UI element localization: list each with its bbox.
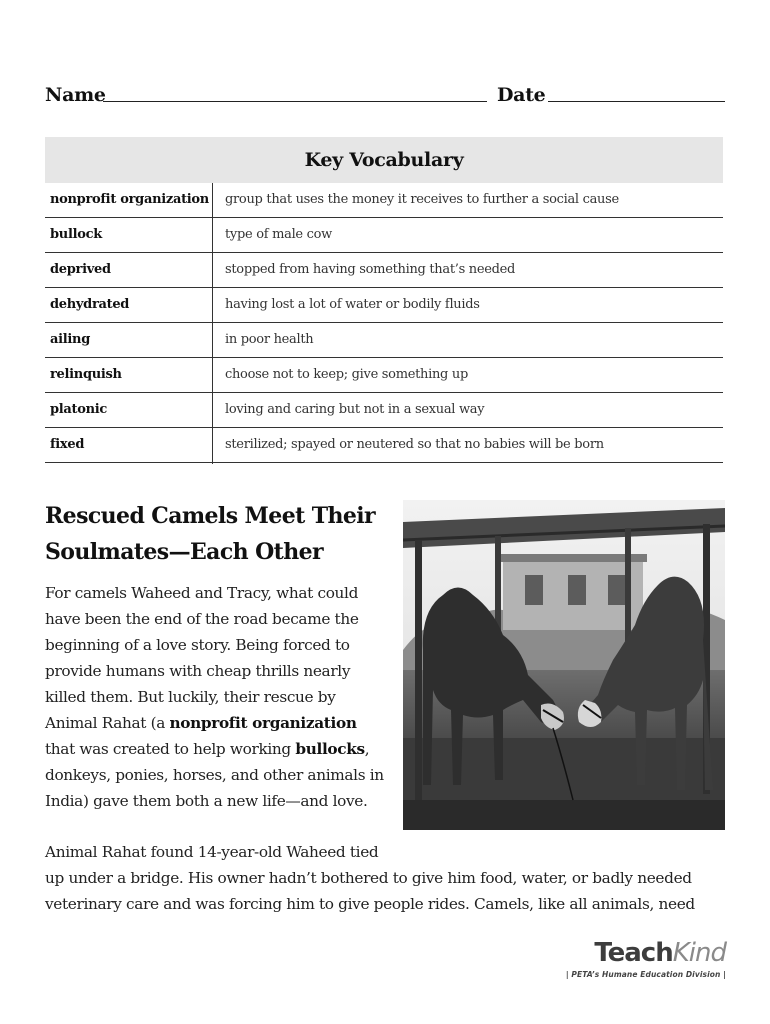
vocabulary-term: platonic bbox=[50, 402, 108, 417]
vocabulary-term: nonprofit organization bbox=[50, 192, 209, 207]
vocab-highlight: bullocks bbox=[295, 740, 365, 758]
paragraph-line: killed them. But luckily, their rescue by bbox=[45, 688, 336, 706]
column-divider bbox=[212, 393, 213, 429]
vocabulary-table bbox=[45, 137, 723, 463]
paragraph-line bbox=[45, 736, 395, 762]
logo-teach: Teach bbox=[594, 938, 673, 968]
paragraph-line: veterinary care and was forcing him to give people rides. Camels, like all animals, need bbox=[45, 895, 695, 913]
vocabulary-term: relinquish bbox=[50, 367, 122, 382]
column-divider bbox=[212, 323, 213, 359]
vocabulary-row bbox=[45, 393, 723, 428]
vocabulary-row bbox=[45, 323, 723, 358]
vocabulary-row bbox=[45, 288, 723, 323]
column-divider bbox=[212, 218, 213, 254]
vocabulary-definition: type of male cow bbox=[225, 227, 332, 242]
article-title bbox=[45, 498, 395, 570]
column-divider bbox=[212, 253, 213, 289]
vocabulary-definition: in poor health bbox=[225, 332, 314, 347]
vocabulary-term: bullock bbox=[50, 227, 102, 242]
vocabulary-definition: loving and caring but not in a sexual way bbox=[225, 402, 485, 417]
paragraph-text: that was created to help working bbox=[45, 740, 296, 758]
name-field[interactable] bbox=[103, 101, 487, 102]
paragraph-line: beginning of a love story. Being forced to bbox=[45, 636, 350, 654]
teachkind-logo bbox=[565, 938, 726, 984]
paragraph-line: For camels Waheed and Tracy, what could bbox=[45, 584, 359, 602]
column-divider bbox=[212, 183, 213, 219]
vocabulary-title: Key Vocabulary bbox=[45, 137, 723, 183]
vocabulary-row bbox=[45, 253, 723, 288]
date-field[interactable] bbox=[548, 101, 725, 102]
vocabulary-definition: group that uses the money it receives to further a social cause bbox=[225, 192, 619, 207]
paragraph-text: Animal Rahat (a bbox=[45, 714, 170, 732]
paragraph-line: India) gave them both a new life—and love. bbox=[45, 792, 368, 810]
paragraph-line: up under a bridge. His owner hadn’t bothered to give him food, water, or badly needed bbox=[45, 869, 692, 887]
vocabulary-row bbox=[45, 358, 723, 393]
column-divider bbox=[212, 358, 213, 394]
article-paragraph bbox=[45, 580, 395, 814]
vocabulary-row bbox=[45, 428, 723, 463]
paragraph-text: , bbox=[364, 740, 370, 758]
vocab-highlight: nonprofit organization bbox=[169, 714, 357, 732]
vocabulary-term: ailing bbox=[50, 332, 90, 347]
logo-kind: Kind bbox=[672, 938, 726, 968]
vocabulary-definition: having lost a lot of water or bodily fluids bbox=[225, 297, 480, 312]
name-date-line bbox=[45, 84, 725, 108]
column-divider bbox=[212, 288, 213, 324]
vocabulary-term: dehydrated bbox=[50, 297, 130, 312]
vocabulary-row bbox=[45, 218, 723, 253]
vocabulary-row bbox=[45, 183, 723, 218]
vocabulary-term: deprived bbox=[50, 262, 111, 277]
column-divider bbox=[212, 428, 213, 464]
logo-wordmark bbox=[594, 938, 726, 968]
paragraph-line: Animal Rahat found 14-year-old Waheed tied bbox=[45, 843, 379, 861]
date-label: Date bbox=[497, 84, 546, 106]
article-paragraph bbox=[45, 839, 725, 917]
article-title-line: Soulmates—Each Other bbox=[45, 539, 323, 565]
paragraph-line: have been the end of the road became the bbox=[45, 610, 359, 628]
vocabulary-term: fixed bbox=[50, 437, 85, 452]
paragraph-line bbox=[45, 710, 395, 736]
vocabulary-definition: stopped from having something that’s needed bbox=[225, 262, 516, 277]
paragraph-line: donkeys, ponies, horses, and other animals in bbox=[45, 766, 384, 784]
paragraph-line: provide humans with cheap thrills nearly bbox=[45, 662, 351, 680]
logo-subtitle: | PETA’s Humane Education Division | bbox=[565, 970, 726, 979]
article-title-line: Rescued Camels Meet Their bbox=[45, 503, 376, 529]
vocabulary-definition: sterilized; spayed or neutered so that no babies will be born bbox=[225, 437, 604, 452]
camels-photo bbox=[403, 500, 725, 830]
name-label: Name bbox=[45, 84, 106, 106]
vocabulary-definition: choose not to keep; give something up bbox=[225, 367, 468, 382]
